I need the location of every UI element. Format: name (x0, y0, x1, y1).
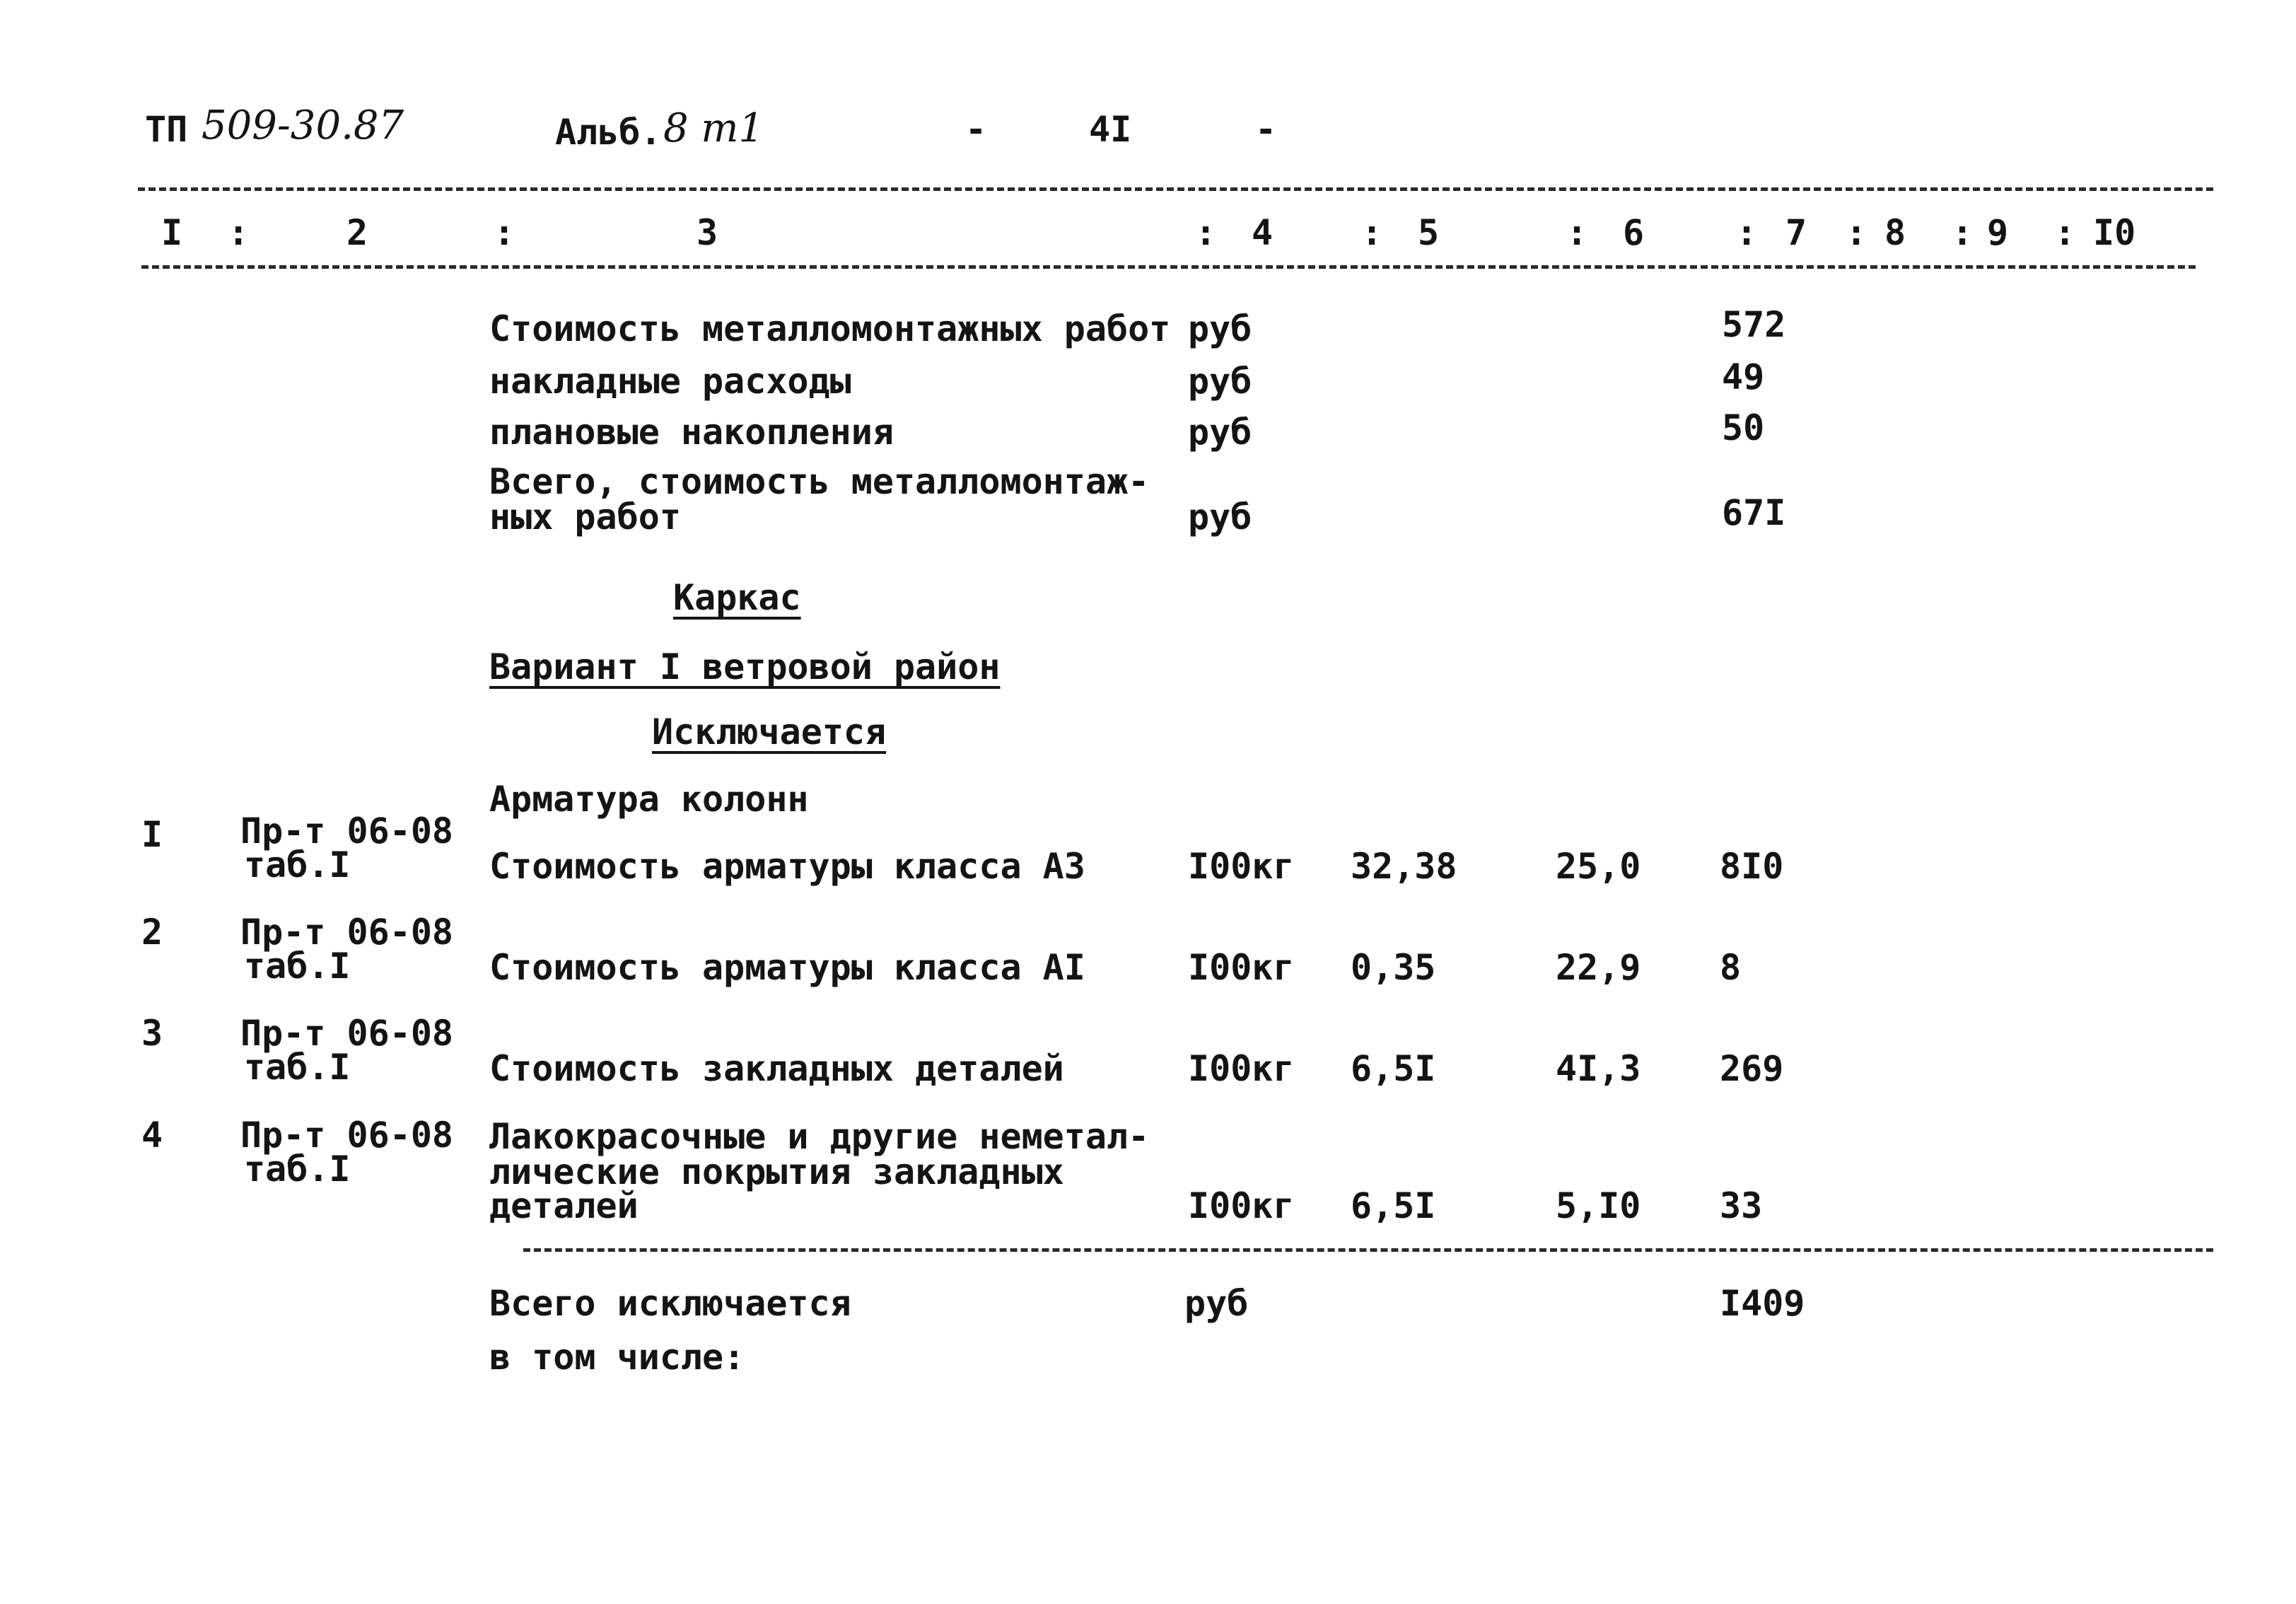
col-header-3: 3 (697, 212, 718, 253)
row-col6: 5,I0 (1556, 1185, 1641, 1226)
row-col6: 22,9 (1556, 947, 1641, 988)
row-number: 2 (141, 912, 163, 953)
summary-unit: руб (1188, 496, 1252, 537)
col-header-4: 4 (1252, 212, 1274, 253)
summary-label: плановые накопления (489, 412, 894, 453)
section-heading: Каркас (673, 577, 801, 618)
col-header-2: 2 (346, 212, 368, 253)
col-sep-9: : (2054, 212, 2076, 253)
row-description: Стоимость арматуры класса АI (489, 947, 1085, 988)
row-ref-table: таб.I (244, 1149, 351, 1190)
col-header-8: 8 (1884, 212, 1906, 253)
summary-unit: руб (1188, 412, 1252, 453)
doc-code-handwritten: 509-30.87 (202, 103, 404, 149)
row-unit: I00кг (1188, 1048, 1295, 1089)
summary-label: накладные расходы (489, 361, 851, 402)
col-header-1: I (161, 212, 183, 253)
row-col6: 25,0 (1556, 846, 1641, 887)
col-header-9: 9 (1987, 212, 2009, 253)
col-sep-8: : (1952, 212, 1974, 253)
row-unit: I00кг (1188, 947, 1295, 988)
header-dash-right: - (1255, 109, 1277, 150)
summary-unit: руб (1188, 361, 1252, 402)
col-header-5: 5 (1418, 212, 1440, 253)
col-sep-3: : (1195, 212, 1217, 253)
col-sep-2: : (494, 212, 515, 253)
row-unit: I00кг (1188, 1185, 1295, 1226)
row-number: 3 (141, 1013, 163, 1054)
doc-code-prefix: ТП (145, 109, 188, 150)
summary-label-line2: ных работ (489, 496, 681, 537)
totals-unit: руб (1184, 1283, 1249, 1324)
totals-including: в том числе: (489, 1337, 745, 1378)
row-ref-table: таб.I (244, 1047, 351, 1088)
col-sep-1: : (228, 212, 250, 253)
col-header-10: I0 (2093, 212, 2136, 253)
totals-label: Всего исключается (489, 1283, 851, 1324)
row-col5: 6,5I (1351, 1185, 1436, 1226)
summary-value: 50 (1722, 407, 1765, 448)
row-number: 4 (141, 1115, 163, 1156)
summary-unit: руб (1188, 308, 1252, 349)
summary-label: Стоимость металломонтажных работ (489, 308, 1171, 349)
row-ref-table: таб.I (244, 844, 351, 885)
album-handwritten: 8 т1 (663, 105, 764, 151)
group-title: Арматура колонн (489, 779, 809, 820)
row-col7: 8 (1720, 947, 1742, 988)
row-ref: Пр-т 06-08 (240, 1013, 454, 1054)
header-top-rule (138, 187, 2213, 191)
excluded-heading: Исключается (652, 711, 887, 752)
col-sep-4: : (1361, 212, 1383, 253)
totals-value: I409 (1720, 1283, 1805, 1324)
header-bottom-rule (141, 265, 2196, 269)
header-dash-left: - (965, 109, 987, 150)
row-col5: 0,35 (1351, 947, 1436, 988)
row-ref-table: таб.I (244, 946, 351, 987)
row-description: Стоимость закладных деталей (489, 1048, 1064, 1089)
album-prefix: Альб. (555, 112, 662, 153)
col-header-6: 6 (1623, 212, 1645, 253)
summary-value: 572 (1722, 304, 1786, 345)
row-col5: 6,5I (1351, 1048, 1436, 1089)
variant-heading: Вариант I ветровой район (489, 646, 1001, 687)
summary-value: 67I (1722, 492, 1786, 533)
row-col5: 32,38 (1351, 846, 1457, 887)
row-description-line1: Лакокрасочные и другие неметал- (489, 1116, 1150, 1157)
row-description-line2: лические покрытия закладных (489, 1151, 1064, 1192)
page-number: 4I (1089, 109, 1132, 150)
row-col6: 4I,3 (1556, 1048, 1641, 1089)
row-ref: Пр-т 06-08 (240, 912, 454, 953)
col-sep-7: : (1846, 212, 1867, 253)
col-sep-5: : (1566, 212, 1588, 253)
col-sep-6: : (1736, 212, 1758, 253)
row-col7: 33 (1720, 1185, 1763, 1226)
row-ref: Пр-т 06-08 (240, 1115, 454, 1156)
col-header-7: 7 (1785, 212, 1807, 253)
totals-rule (523, 1248, 2213, 1252)
row-unit: I00кг (1188, 846, 1295, 887)
row-description: Стоимость арматуры класса А3 (489, 846, 1085, 887)
summary-label-line1: Всего, стоимость металломонтаж- (489, 461, 1150, 502)
row-col7: 269 (1720, 1048, 1784, 1089)
row-description-line3: деталей (489, 1185, 639, 1226)
row-number: I (141, 814, 163, 855)
row-col7: 8I0 (1720, 846, 1784, 887)
summary-value: 49 (1722, 356, 1765, 397)
row-ref: Пр-т 06-08 (240, 810, 454, 852)
